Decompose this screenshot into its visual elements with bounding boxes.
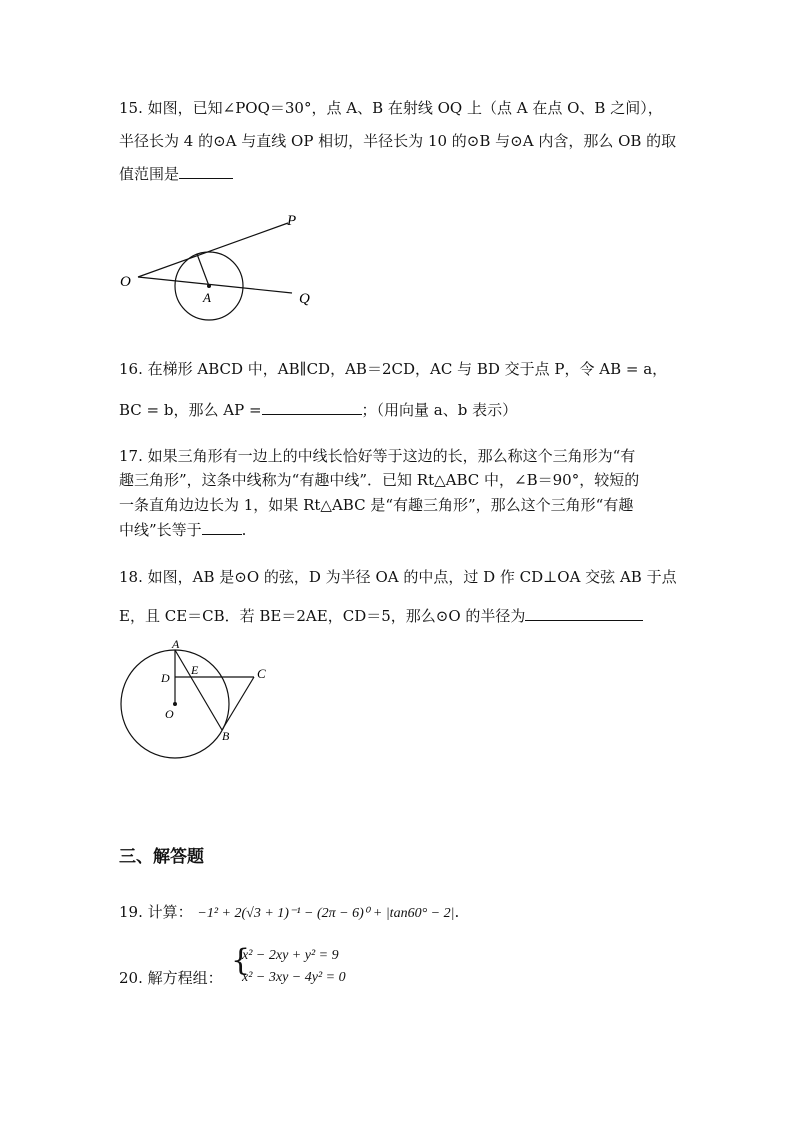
- q15-figure: [110, 205, 330, 340]
- q20-equation-1: x² − 2xy + y² = 9: [242, 948, 339, 963]
- q19-expression: −1² + 2(√3 + 1)⁻¹ − (2π − 6)⁰ + |tan60° − 2|: [197, 906, 455, 921]
- q16-line-2-end: ；（用向量 a、b 表示）: [361, 401, 518, 419]
- chord-ab: [175, 650, 222, 730]
- q20-brace: {: [231, 943, 251, 978]
- q16-line-2: [119, 400, 517, 420]
- q17-line-2: 趣三角形”，这条中线称为“有趣中线”．已知 Rt△ABC 中，∠B＝90°，较短的: [119, 471, 640, 489]
- label-a: A: [203, 290, 211, 305]
- label-q: Q: [299, 291, 310, 307]
- q15-line-1: 15. 如图，已知∠POQ＝30°，点 A、B 在射线 OQ 上（点 A 在点 O、B 之间），: [119, 99, 663, 117]
- label-b: B: [222, 729, 230, 743]
- label-e: E: [191, 663, 199, 677]
- q19-label: 19. 计算：: [119, 903, 193, 921]
- q15-answer-blank: [179, 164, 233, 179]
- label-c: C: [257, 666, 266, 681]
- segment-cb: [222, 677, 254, 730]
- label-p: P: [287, 213, 297, 229]
- q18-line-2: [119, 606, 643, 626]
- q19-line: [119, 902, 459, 924]
- q18-figure: [112, 636, 282, 766]
- q18-line-1: 18. 如图，AB 是⊙O 的弦，D 为半径 OA 的中点，过 D 作 CD⊥OA 交弦 AB 于点: [119, 568, 677, 586]
- q15-line-3-text: 值范围是: [119, 165, 180, 183]
- q17-line-4-text: 中线”长等于: [119, 521, 202, 539]
- q15-line-2: 半径长为 4 的⊙A 与直线 OP 相切，半径长为 10 的⊙B 与⊙A 内含，那么 OB 的取: [119, 132, 677, 150]
- label-o: O: [120, 274, 131, 290]
- q17-answer-blank: [202, 520, 242, 535]
- q15-line-3: [119, 164, 233, 184]
- q18-answer-blank: [525, 606, 643, 621]
- q16-line-2-start: BC = b，那么 AP =: [119, 401, 262, 419]
- radius-a: [197, 254, 209, 286]
- ray-op: [138, 223, 288, 277]
- q17-line-1: 17. 如果三角形有一边上的中线长恰好等于这边的长，那么称这个三角形为“有: [119, 447, 636, 465]
- q17-line-3: 一条直角边边长为 1，如果 Rt△ABC 是“有趣三角形”，那么这个三角形“有趣: [119, 496, 634, 514]
- q16-line-1: 16. 在梯形 ABCD 中，AB∥CD，AB＝2CD，AC 与 BD 交于点 P，令 AB = a，: [119, 360, 668, 378]
- q17-line-4-end: .: [241, 521, 247, 539]
- label-o: O: [165, 707, 174, 721]
- q20-label: 20. 解方程组：: [119, 969, 223, 987]
- q16-answer-blank: [262, 400, 362, 415]
- q17-line-4: [119, 520, 246, 540]
- ray-oq: [138, 277, 292, 293]
- q20-equation-2: x² − 3xy − 4y² = 0: [242, 970, 346, 985]
- center-o-dot: [173, 702, 177, 706]
- label-a: A: [172, 637, 180, 651]
- label-d: D: [161, 671, 170, 685]
- section-heading: 三、解答题: [119, 847, 204, 867]
- center-a-dot: [207, 284, 211, 288]
- q19-end: .: [454, 903, 460, 921]
- q18-line-2-text: E，且 CE＝CB．若 BE＝2AE，CD＝5，那么⊙O 的半径为: [119, 607, 526, 625]
